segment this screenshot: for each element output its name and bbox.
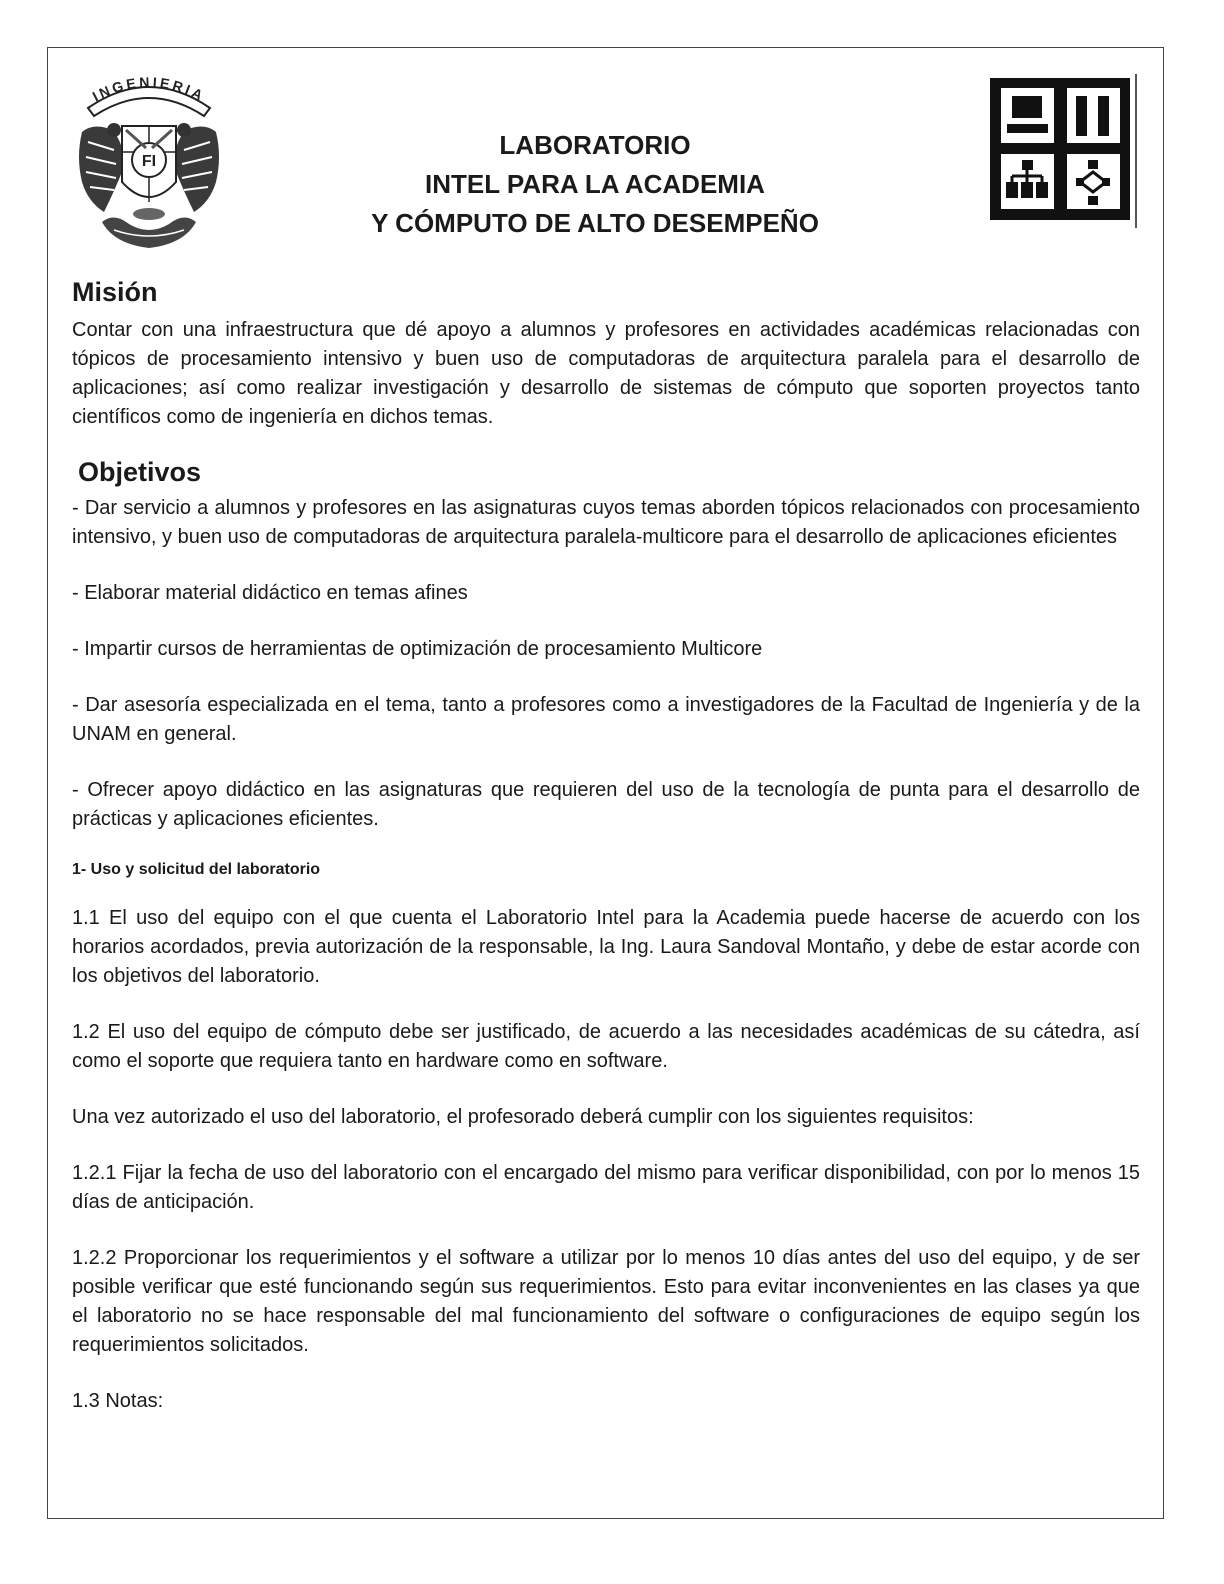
logo-inner-text: FI <box>141 153 157 170</box>
paragraph-requisitos-intro: Una vez autorizado el uso del laboratorio, el profesorado deberá cumplir con los siguientes requisitos: <box>72 1106 974 1128</box>
paragraph-1-3: 1.3 Notas: <box>72 1390 164 1412</box>
title-line-1: LABORATORIO <box>499 130 691 160</box>
title-line-2: INTEL PARA LA ACADEMIA <box>425 169 765 199</box>
objetivos-heading: Objetivos <box>78 457 202 487</box>
paragraph-1-1: 1.1 El uso del equipo con el que cuenta el Laboratorio Intel para la Academia puede hacerse de acuerdo con los horarios acordados, previa autorización de la responsable, la Ing. Laura Sandoval Montaño, y debe de estar acorde con los objetivos del laboratorio. <box>72 907 1140 987</box>
paragraph-1-2: 1.2 El uso del equipo de cómputo debe ser justificado, de acuerdo a las necesidades académicas de su cátedra, así como el soporte que requiera tanto en hardware como en software. <box>72 1021 1140 1072</box>
facultad-ingenieria-logo <box>74 72 224 257</box>
objetivo-item: - Elaborar material didáctico en temas afines <box>72 582 468 604</box>
mision-heading: Misión <box>72 277 158 307</box>
title-line-3: Y CÓMPUTO DE ALTO DESEMPEÑO <box>371 208 819 238</box>
paragraph-1-2-2: 1.2.2 Proporcionar los requerimientos y el software a utilizar por lo menos 10 días antes del uso del equipo, y de ser posible verificar que esté funcionando según sus requerimientos. Esto para evitar inconvenientes en las clases ya que el laboratorio no se hace responsable del mal funcionamiento del software o configuraciones de equipo según los requerimientos solicitados. <box>72 1247 1140 1356</box>
objetivo-item: - Dar servicio a alumnos y profesores en las asignaturas cuyos temas aborden tópicos relacionados con procesamiento intensivo, y buen uso de computadoras de arquitectura paralela-multicore para el desarrollo de aplicaciones eficientes <box>72 497 1140 548</box>
logo-arc-text: INGENIERIA <box>89 73 209 105</box>
objetivo-item: - Impartir cursos de herramientas de optimización de procesamiento Multicore <box>72 638 763 660</box>
objetivo-item: - Ofrecer apoyo didáctico en las asignaturas que requieren del uso de la tecnología de punta para el desarrollo de prácticas y aplicaciones eficientes. <box>72 779 1140 830</box>
document-body <box>72 274 1140 1443</box>
laboratorio-logo <box>988 74 1140 228</box>
objetivo-item: - Dar asesoría especializada en el tema, tanto a profesores como a investigadores de la Facultad de Ingeniería y de la UNAM en general. <box>72 694 1140 745</box>
document-title <box>300 126 890 243</box>
mision-paragraph: Contar con una infraestructura que dé apoyo a alumnos y profesores en actividades académicas relacionadas con tópicos de procesamiento intensivo y buen uso de computadoras de arquitectura paralela para el desarrollo de aplicaciones; así como realizar investigación y desarrollo de sistemas de cómputo que soporten proyectos tanto científicos como de ingeniería en dichos temas. <box>72 319 1140 428</box>
uso-heading: 1- Uso y solicitud del laboratorio <box>72 861 321 878</box>
paragraph-1-2-1: 1.2.1 Fijar la fecha de uso del laboratorio con el encargado del mismo para verificar disponibilidad, con por lo menos 15 días de anticipación. <box>72 1162 1140 1213</box>
